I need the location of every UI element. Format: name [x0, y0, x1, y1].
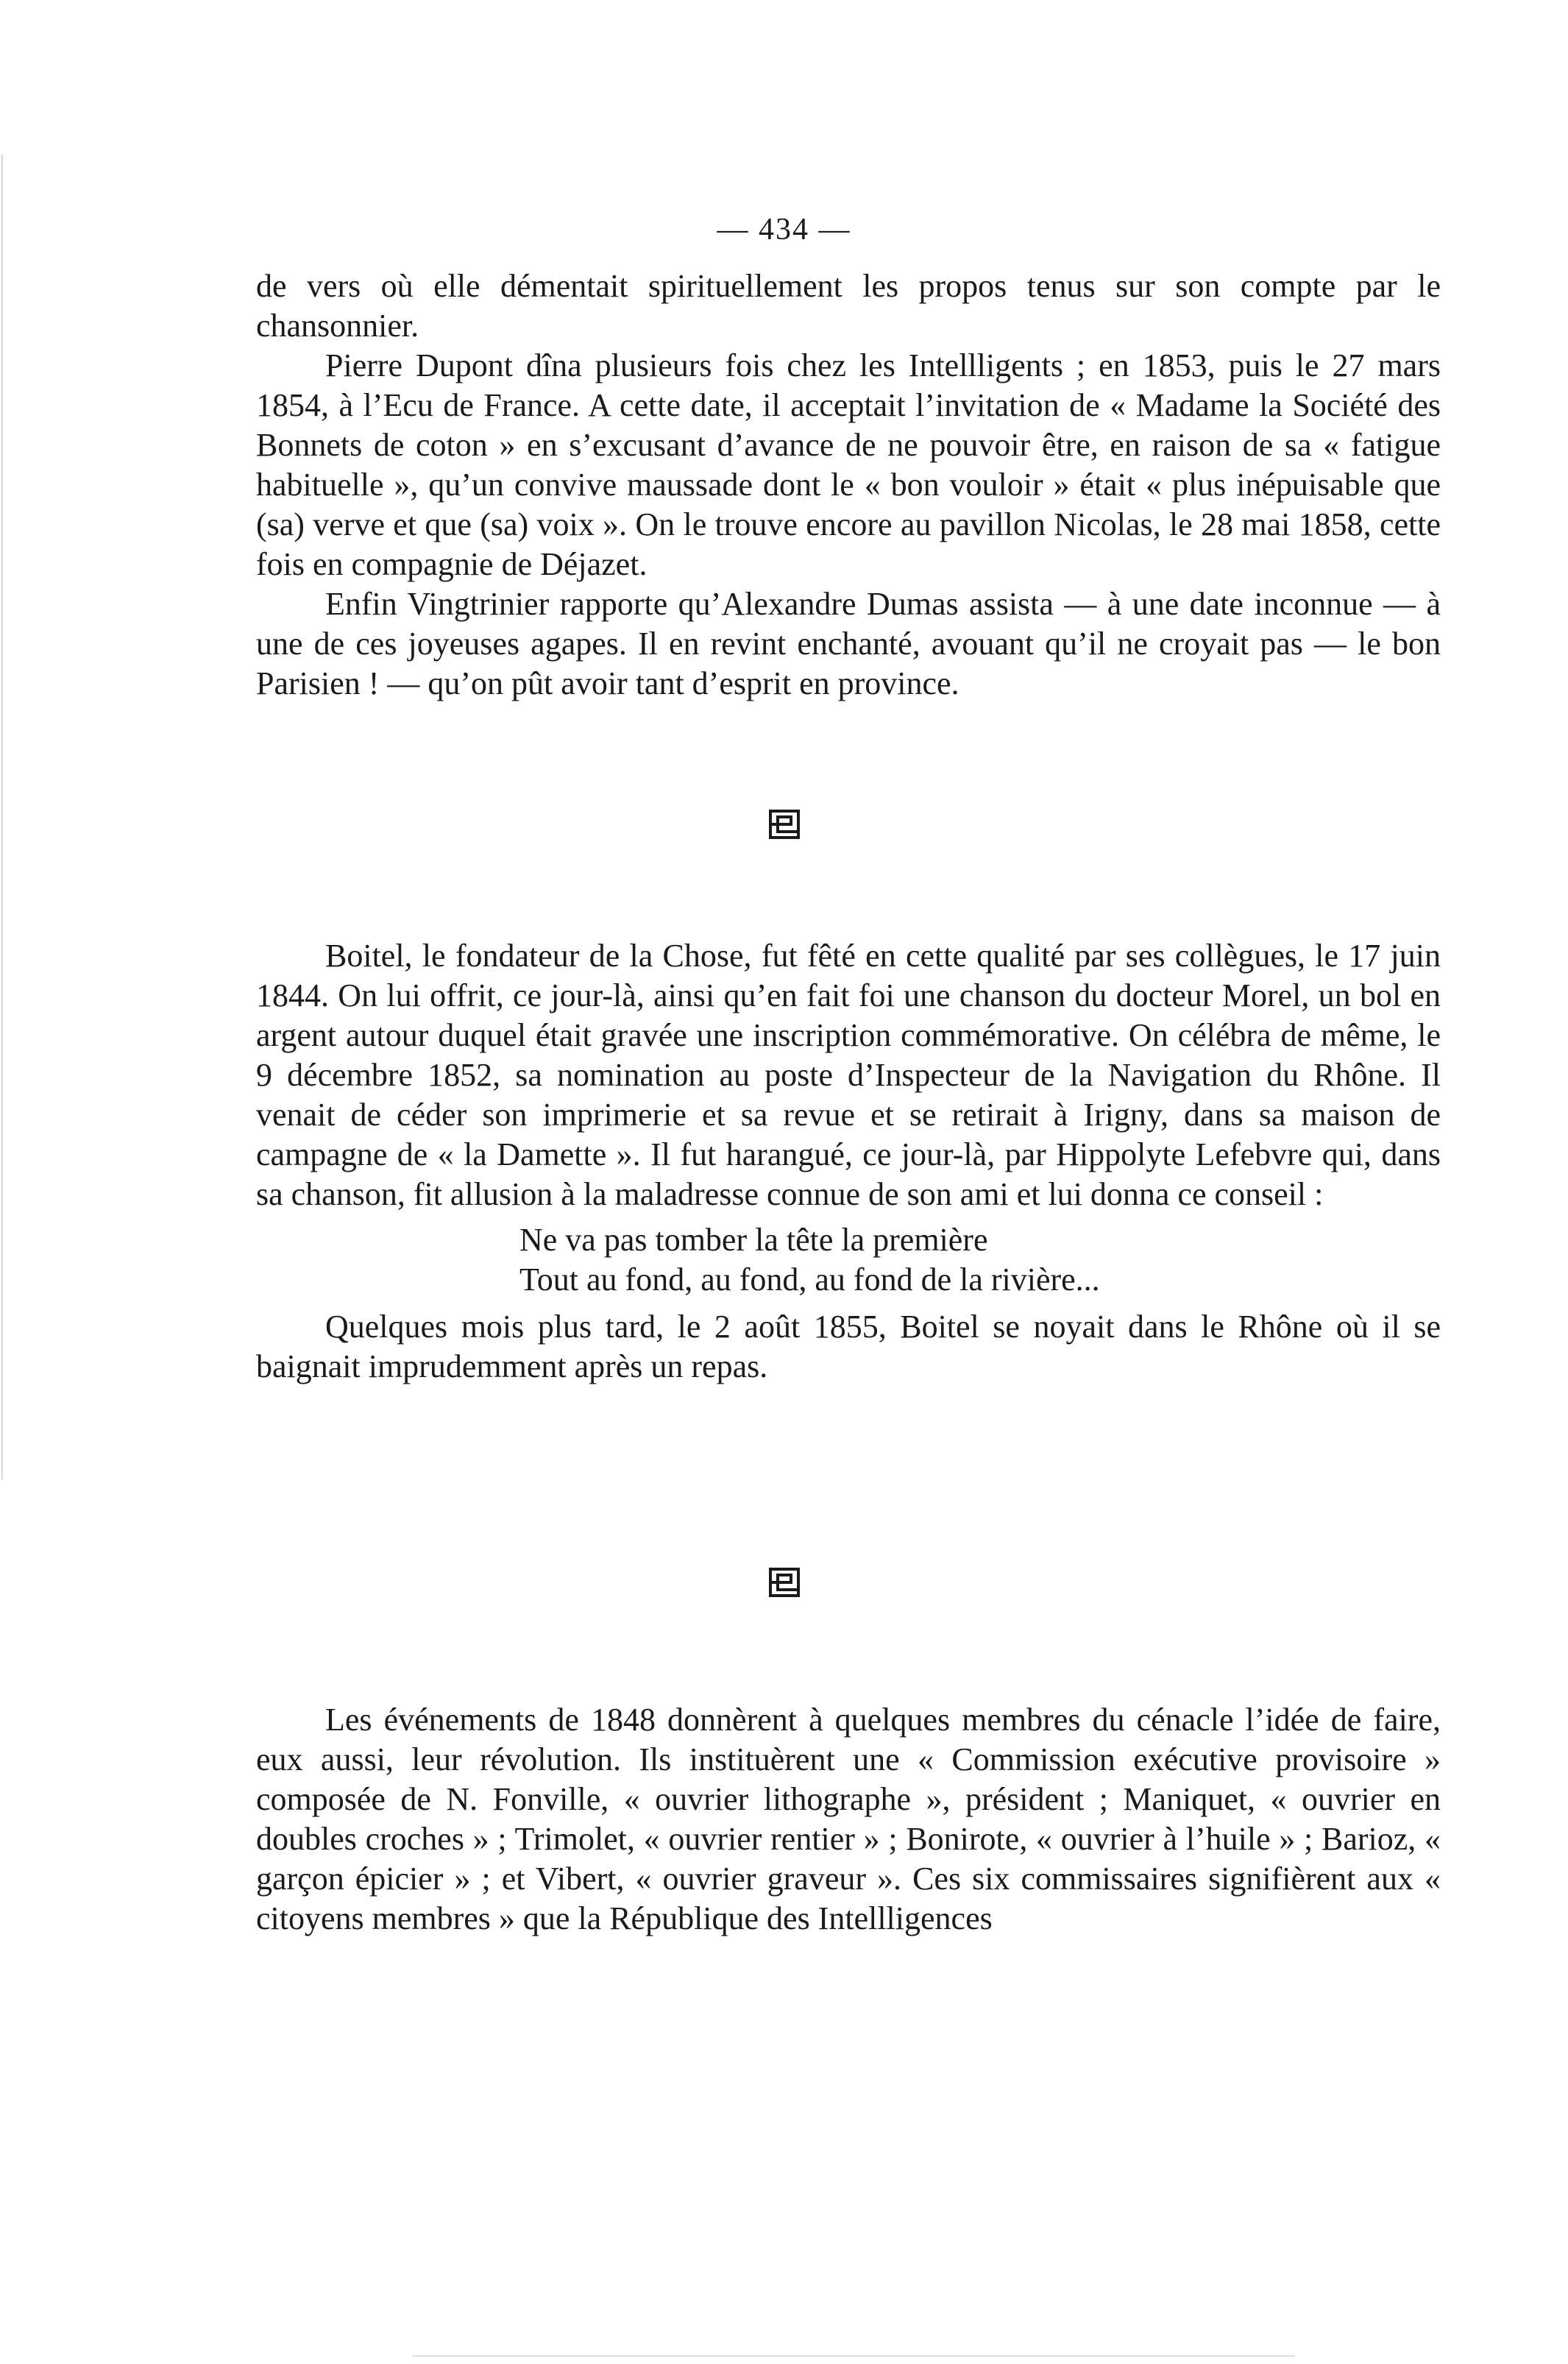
paragraph-continuation: de vers où elle démentait spirituellement les propos tenus sur son compte par le chansonnier. — [256, 268, 1441, 344]
section-3 — [256, 1700, 1441, 1939]
greek-key-ornament-icon — [769, 810, 800, 839]
paragraph-dumas: Enfin Vingtrinier rapporte qu’Alexandre Dumas assista — à une date inconnue — à une de ces joyeuses agapes. Il en revint enchanté, avouant qu’il ne croyait pas — le bon Parisien ! — qu’on pût avoir tant d’esprit en province. — [256, 586, 1441, 701]
verse-line-2: Tout au fond, au fond, au fond de la rivière... — [519, 1261, 1100, 1298]
paragraph-boitel-death: Quelques mois plus tard, le 2 août 1855, Boitel se noyait dans le Rhône où il se baignait imprudemment après un repas. — [256, 1309, 1441, 1384]
scan-bottom-line — [412, 2355, 1295, 2357]
section-2 — [256, 936, 1441, 1387]
paragraph-1848: Les événements de 1848 donnèrent à quelques membres du cénacle l’idée de faire, eux aussi, leur révolution. Ils instituèrent une « Commission exécutive provisoire » composée de N. Fonville, « ouvrier lithographe », président ; Maniquet, « ouvrier en doubles croches » ; Trimolet, « ouvrier rentier » ; Bonirote, « ouvrier à l’huile » ; Barioz, « garçon épicier » ; et Vibert, « ouvrier graveur ». Ces six commissaires signifièrent aux « citoyens membres » que la République des Intellligences — [256, 1702, 1441, 1936]
page-number: — 434 — — [717, 213, 851, 247]
verse-line-1: Ne va pas tomber la tête la première — [519, 1222, 988, 1258]
paragraph-dupont: Pierre Dupont dîna plusieurs fois chez les Intellligents ; en 1853, puis le 27 mars 1854, à l’Ecu de France. A cette date, il acceptait l’invitation de « Madame la Société des Bonnets de coton » en s’excusant d’avance de ne pouvoir être, en raison de sa « fatigue habituelle », qu’un convive maussade dont le « bon vouloir » était « plus inépuisable que (sa) verve et que (sa) voix ». On le trouve encore au pavillon Nicolas, le 28 mai 1858, cette fois en compagnie de Déjazet. — [256, 347, 1441, 582]
scan-edge-line — [1, 155, 3, 1479]
paragraph-boitel: Boitel, le fondateur de la Chose, fut fêté en cette qualité par ses collègues, le 17 juin 1844. On lui offrit, ce jour-là, ainsi qu’en fait foi une chanson du docteur Morel, un bol en argent autour duquel était gravée une inscription commémorative. On célébra de même, le 9 décembre 1852, sa nomination au poste d’Inspecteur de la Navigation du Rhône. Il venait de céder son imprimerie et sa revue et se retirait à Irigny, dans sa maison de campagne de « la Damette ». Il fut harangué, ce jour-là, par Hippolyte Lefebvre qui, dans sa chanson, fit allusion à la maladresse connue de son ami et lui donna ce conseil : — [256, 938, 1441, 1212]
section-1 — [256, 266, 1441, 704]
verse-quote — [519, 1220, 1441, 1300]
greek-key-ornament-icon — [769, 1568, 800, 1597]
